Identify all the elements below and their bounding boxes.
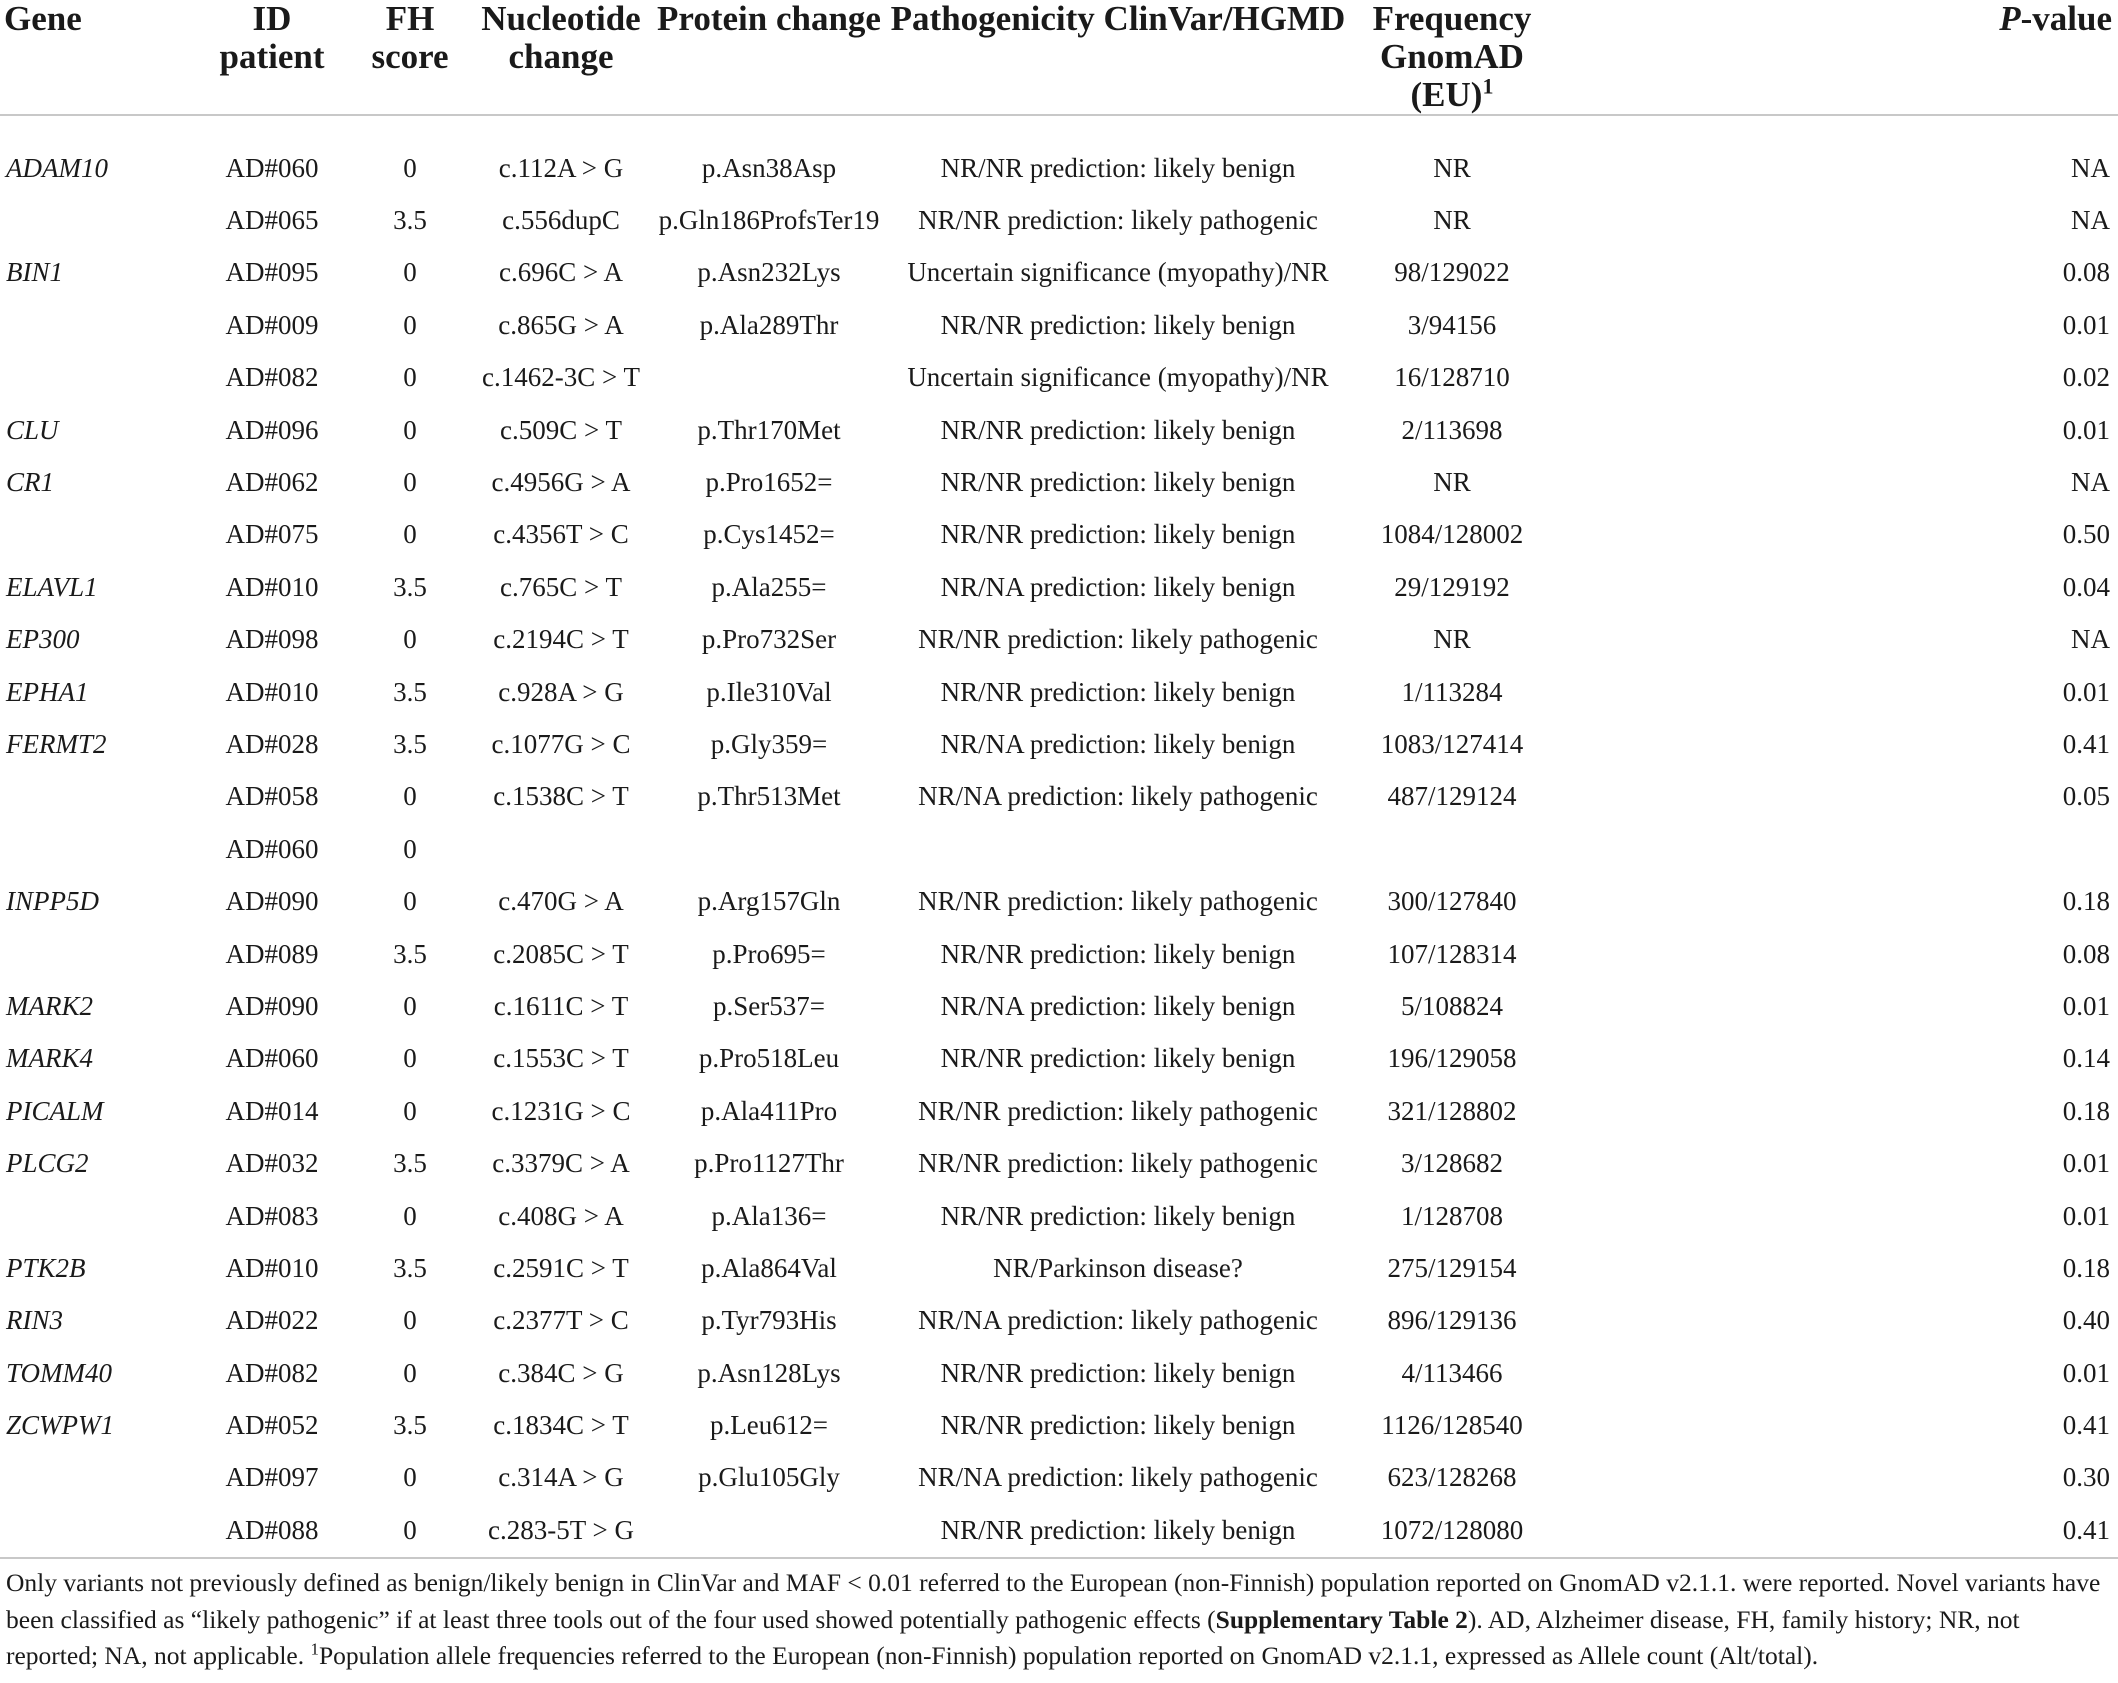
table-row — [0, 875, 2118, 927]
cell-p-value: 0.18 — [2062, 1252, 2110, 1283]
cell-nucleotide-change: c.1462-3C > T — [482, 362, 640, 393]
cell-gene: CLU — [6, 414, 59, 445]
cell-protein-change: p.Ile310Val — [706, 676, 832, 707]
cell-nucleotide-change: c.696C > A — [499, 257, 623, 288]
cell-pathogenicity: NR/NR prediction: likely benign — [940, 414, 1296, 445]
table-row — [0, 666, 2118, 718]
cell-nucleotide-change: c.470G > A — [498, 886, 624, 917]
table-row — [0, 1085, 2118, 1137]
cell-pathogenicity: NR/NR prediction: likely benign — [940, 676, 1296, 707]
cell-frequency: 4/113466 — [1401, 1357, 1503, 1388]
cell-pathogenicity: NR/NR prediction: likely pathogenic — [918, 1095, 1318, 1126]
cell-id-patient: AD#075 — [225, 519, 319, 550]
cell-gene: CR1 — [6, 467, 55, 498]
cell-p-value: 0.01 — [2062, 1200, 2110, 1231]
cell-frequency: NR — [1433, 152, 1471, 183]
cell-fh-score: 0 — [403, 1095, 417, 1126]
table-row — [0, 115, 2118, 194]
cell-protein-change: p.Thr170Met — [697, 414, 841, 445]
cell-nucleotide-change: c.1553C > T — [493, 1043, 629, 1074]
cell-protein-change: p.Ala411Pro — [700, 1095, 838, 1126]
table-body — [0, 115, 2118, 1557]
cell-pathogenicity: NR/NR prediction: likely benign — [940, 938, 1296, 969]
cell-p-value: 0.18 — [2062, 1095, 2110, 1126]
cell-pathogenicity: NR/NR prediction: likely pathogenic — [918, 1148, 1318, 1179]
cell-gene — [0, 1190, 196, 1242]
cell-fh-score: 0 — [403, 467, 417, 498]
cell-gene: ZCWPW1 — [6, 1410, 114, 1441]
cell-nucleotide-change: c.2377T > C — [493, 1305, 629, 1336]
cell-frequency: 1083/127414 — [1380, 728, 1524, 759]
header-protein-change: Protein change — [650, 0, 888, 115]
cell-nucleotide-change: c.1538C > T — [493, 781, 629, 812]
cell-pathogenicity: NR/NR prediction: likely benign — [940, 519, 1296, 550]
cell-pathogenicity: NR/NR prediction: likely benign — [940, 1410, 1296, 1441]
cell-pathogenicity: Uncertain significance (myopathy)/NR — [907, 257, 1329, 288]
cell-pathogenicity: NR/NR prediction: likely pathogenic — [918, 205, 1318, 236]
cell-pathogenicity: NR/NA prediction: likely pathogenic — [918, 781, 1318, 812]
cell-pathogenicity: NR/NA prediction: likely pathogenic — [918, 1462, 1318, 1493]
table-row — [0, 1295, 2118, 1347]
cell-frequency: NR — [1433, 205, 1471, 236]
cell-id-patient: AD#089 — [225, 938, 319, 969]
cell-frequency: 321/128802 — [1387, 1095, 1517, 1126]
cell-p-value: 0.01 — [2062, 1357, 2110, 1388]
header-pathogenicity: Pathogenicity ClinVar/HGMD — [888, 0, 1348, 115]
cell-frequency: 1072/128080 — [1380, 1514, 1524, 1545]
cell-nucleotide-change: c.1077G > C — [491, 728, 631, 759]
cell-nucleotide-change: c.384C > G — [498, 1357, 624, 1388]
cell-protein-change: p.Ala255= — [711, 571, 827, 602]
cell-fh-score: 3.5 — [393, 938, 427, 969]
cell-gene: ADAM10 — [6, 152, 108, 183]
cell-fh-score: 0 — [403, 886, 417, 917]
cell-nucleotide-change: c.4356T > C — [493, 519, 629, 550]
cell-gene — [0, 928, 196, 980]
cell-gene: PTK2B — [6, 1252, 86, 1283]
cell-gene: BIN1 — [6, 257, 63, 288]
header-p-value: P-value — [1556, 0, 2118, 115]
cell-nucleotide-change: c.2591C > T — [493, 1252, 629, 1283]
cell-p-value: NA — [2071, 152, 2110, 183]
cell-p-value — [1556, 823, 2118, 875]
cell-frequency — [1348, 823, 1556, 875]
cell-id-patient: AD#096 — [225, 414, 319, 445]
cell-id-patient: AD#022 — [225, 1305, 319, 1336]
cell-frequency: NR — [1433, 624, 1471, 655]
cell-protein-change: p.Pro732Ser — [701, 624, 837, 655]
table-bottom-rule — [0, 1557, 2118, 1559]
cell-id-patient: AD#058 — [225, 781, 319, 812]
header-fh-score: FH score — [348, 0, 472, 115]
cell-id-patient: AD#065 — [225, 205, 319, 236]
table-row — [0, 1504, 2118, 1556]
cell-frequency: 98/129022 — [1394, 257, 1510, 288]
cell-id-patient: AD#060 — [225, 152, 319, 183]
cell-protein-change: p.Gly359= — [710, 728, 828, 759]
cell-fh-score: 0 — [403, 1357, 417, 1388]
cell-fh-score: 3.5 — [393, 676, 427, 707]
cell-fh-score: 0 — [403, 1462, 417, 1493]
table-row — [0, 823, 2118, 875]
table-row — [0, 771, 2118, 823]
cell-fh-score: 0 — [403, 309, 417, 340]
cell-nucleotide-change: c.408G > A — [498, 1200, 624, 1231]
cell-fh-score: 0 — [403, 519, 417, 550]
table-row — [0, 456, 2118, 508]
cell-nucleotide-change: c.2194C > T — [493, 624, 629, 655]
cell-gene: INPP5D — [6, 886, 99, 917]
cell-gene — [0, 823, 196, 875]
table-row — [0, 194, 2118, 246]
cell-pathogenicity: NR/NR prediction: likely benign — [940, 152, 1296, 183]
cell-nucleotide-change: c.314A > G — [498, 1462, 624, 1493]
table-row — [0, 561, 2118, 613]
table-row — [0, 1033, 2118, 1085]
table-row — [0, 1452, 2118, 1504]
cell-protein-change — [650, 1504, 888, 1556]
cell-frequency: 3/94156 — [1407, 309, 1497, 340]
cell-p-value: 0.01 — [2062, 676, 2110, 707]
cell-p-value: NA — [2071, 467, 2110, 498]
cell-gene — [0, 352, 196, 404]
table-row — [0, 299, 2118, 351]
cell-id-patient: AD#052 — [225, 1410, 319, 1441]
cell-gene: EP300 — [6, 624, 80, 655]
cell-protein-change: p.Cys1452= — [703, 519, 835, 550]
cell-p-value: 0.41 — [2062, 1514, 2110, 1545]
cell-nucleotide-change — [472, 823, 650, 875]
cell-frequency: 196/129058 — [1387, 1043, 1517, 1074]
cell-pathogenicity: NR/NR prediction: likely benign — [940, 467, 1296, 498]
cell-id-patient: AD#028 — [225, 728, 319, 759]
table-row — [0, 509, 2118, 561]
cell-fh-score: 0 — [403, 1514, 417, 1545]
table-row — [0, 980, 2118, 1032]
cell-protein-change: p.Pro518Leu — [698, 1043, 840, 1074]
table-row — [0, 1190, 2118, 1242]
cell-fh-score: 0 — [403, 152, 417, 183]
cell-gene: MARK2 — [6, 990, 93, 1021]
cell-protein-change: p.Asn232Lys — [697, 257, 841, 288]
cell-gene: EPHA1 — [6, 676, 89, 707]
cell-gene: FERMT2 — [6, 728, 107, 759]
cell-nucleotide-change: c.765C > T — [500, 571, 622, 602]
cell-fh-score: 0 — [403, 414, 417, 445]
cell-nucleotide-change: c.112A > G — [498, 152, 624, 183]
cell-gene: PICALM — [6, 1095, 104, 1126]
cell-nucleotide-change: c.928A > G — [498, 676, 624, 707]
cell-p-value: 0.04 — [2062, 571, 2110, 602]
cell-frequency: 107/128314 — [1387, 938, 1517, 969]
cell-pathogenicity: NR/NA prediction: likely pathogenic — [918, 1305, 1318, 1336]
table-footnote: Only variants not previously defined as benign/likely benign in ClinVar and MAF < 0.01 referred to the European (non-Finnish) population reported on GnomAD v2.1.1. were reported. Novel variants have been classified as “likely pathogenic” if at least three tools out of the four used showed potentially pathogenic effects (Supplementary Table 2). AD, Alzheimer disease, FH, family history; NR, not reported; NA, not applicable. $^1$Population allele frequencies referred to the European (non-Finnish) population reported on GnomAD v2.1.1, expressed as Allele count (Alt/total). — [6, 1568, 2101, 1670]
cell-frequency: 1/113284 — [1401, 676, 1503, 707]
cell-p-value: 0.08 — [2062, 257, 2110, 288]
cell-id-patient: AD#010 — [225, 571, 319, 602]
cell-id-patient: AD#095 — [225, 257, 319, 288]
cell-gene — [0, 771, 196, 823]
cell-protein-change: p.Asn38Asp — [701, 152, 837, 183]
cell-fh-score: 0 — [403, 362, 417, 393]
cell-frequency: 5/108824 — [1400, 990, 1503, 1021]
table-row — [0, 1347, 2118, 1399]
cell-p-value: 0.41 — [2062, 1410, 2110, 1441]
cell-id-patient: AD#010 — [225, 676, 319, 707]
cell-frequency: 16/128710 — [1394, 362, 1510, 393]
cell-protein-change: p.Ala289Thr — [699, 309, 839, 340]
cell-pathogenicity: NR/NA prediction: likely benign — [940, 728, 1296, 759]
cell-pathogenicity: NR/NR prediction: likely pathogenic — [918, 886, 1318, 917]
cell-frequency: 3/128682 — [1400, 1148, 1503, 1179]
cell-nucleotide-change: c.865G > A — [498, 309, 624, 340]
cell-nucleotide-change: c.3379C > A — [492, 1148, 630, 1179]
cell-protein-change: p.Arg157Gln — [697, 886, 841, 917]
header-nucleotide-change: Nucleotide change — [472, 0, 650, 115]
cell-frequency: 1084/128002 — [1380, 519, 1524, 550]
cell-fh-score: 0 — [403, 1200, 417, 1231]
cell-id-patient: AD#088 — [225, 1514, 319, 1545]
cell-nucleotide-change: c.509C > T — [500, 414, 622, 445]
cell-fh-score: 3.5 — [393, 205, 427, 236]
cell-fh-score: 0 — [403, 257, 417, 288]
cell-id-patient: AD#010 — [225, 1252, 319, 1283]
cell-nucleotide-change: c.1231G > C — [491, 1095, 631, 1126]
cell-p-value: 0.02 — [2062, 362, 2110, 393]
cell-id-patient: AD#082 — [225, 362, 319, 393]
cell-gene — [0, 299, 196, 351]
cell-p-value: 0.08 — [2062, 938, 2110, 969]
cell-p-value: 0.30 — [2062, 1462, 2110, 1493]
table-row — [0, 404, 2118, 456]
cell-p-value: 0.01 — [2062, 1148, 2110, 1179]
cell-gene — [0, 509, 196, 561]
header-frequency: Frequency GnomAD (EU)$^1$ — [1348, 0, 1556, 115]
table-row — [0, 247, 2118, 299]
header-gene: Gene — [0, 0, 196, 115]
cell-pathogenicity: NR/NR prediction: likely benign — [940, 309, 1296, 340]
cell-nucleotide-change: c.556dupC — [502, 205, 620, 236]
cell-gene — [0, 1452, 196, 1504]
cell-frequency: 29/129192 — [1394, 571, 1510, 602]
cell-nucleotide-change: c.2085C > T — [493, 938, 629, 969]
table-row — [0, 614, 2118, 666]
cell-frequency: 487/129124 — [1387, 781, 1517, 812]
cell-pathogenicity — [888, 823, 1348, 875]
table-row — [0, 1137, 2118, 1189]
cell-id-patient: AD#098 — [225, 624, 319, 655]
cell-p-value: 0.05 — [2062, 781, 2110, 812]
cell-gene: PLCG2 — [6, 1148, 89, 1179]
cell-id-patient: AD#090 — [225, 886, 319, 917]
header-id-patient: ID patient — [196, 0, 348, 115]
cell-fh-score: 0 — [403, 1305, 417, 1336]
cell-frequency: 1126/128540 — [1381, 1410, 1523, 1441]
cell-protein-change — [650, 352, 888, 404]
cell-protein-change: p.Ala136= — [711, 1200, 827, 1231]
cell-p-value: 0.14 — [2062, 1043, 2110, 1074]
cell-protein-change: p.Thr513Met — [697, 781, 841, 812]
cell-frequency: 1/128708 — [1400, 1200, 1503, 1231]
cell-fh-score: 0 — [403, 990, 417, 1021]
cell-fh-score: 0 — [403, 1043, 417, 1074]
cell-id-patient: AD#090 — [225, 990, 319, 1021]
table-row — [0, 352, 2118, 404]
cell-protein-change: p.Ser537= — [713, 990, 825, 1021]
cell-gene: MARK4 — [6, 1043, 93, 1074]
cell-p-value: NA — [2071, 205, 2110, 236]
cell-pathogenicity: Uncertain significance (myopathy)/NR — [907, 362, 1329, 393]
cell-id-patient: AD#060 — [225, 1043, 319, 1074]
cell-protein-change — [650, 823, 888, 875]
cell-fh-score: 0 — [403, 833, 417, 864]
cell-p-value: 0.18 — [2062, 886, 2110, 917]
cell-gene: ELAVL1 — [6, 571, 98, 602]
table-header-row — [0, 0, 2118, 115]
cell-protein-change: p.Leu612= — [710, 1410, 828, 1441]
cell-protein-change: p.Tyr793His — [701, 1305, 837, 1336]
cell-gene — [0, 194, 196, 246]
cell-p-value: 0.01 — [2062, 414, 2110, 445]
cell-id-patient: AD#062 — [225, 467, 319, 498]
cell-p-value: 0.50 — [2062, 519, 2110, 550]
cell-protein-change: p.Glu105Gly — [698, 1462, 840, 1493]
table-row — [0, 1242, 2118, 1294]
cell-fh-score: 3.5 — [393, 1148, 427, 1179]
cell-protein-change: p.Pro695= — [712, 938, 826, 969]
cell-fh-score: 3.5 — [393, 571, 427, 602]
cell-gene: RIN3 — [6, 1305, 63, 1336]
table-row — [0, 718, 2118, 770]
cell-p-value: 0.01 — [2062, 309, 2110, 340]
cell-pathogenicity: NR/NA prediction: likely benign — [940, 571, 1296, 602]
table-row — [0, 1399, 2118, 1451]
cell-frequency: 275/129154 — [1387, 1252, 1517, 1283]
cell-protein-change: p.Gln186ProfsTer19 — [658, 205, 880, 236]
cell-gene — [0, 1504, 196, 1556]
cell-id-patient: AD#082 — [225, 1357, 319, 1388]
cell-nucleotide-change: c.1834C > T — [493, 1410, 629, 1441]
cell-id-patient: AD#097 — [225, 1462, 319, 1493]
cell-id-patient: AD#060 — [225, 833, 319, 864]
cell-frequency: 300/127840 — [1387, 886, 1517, 917]
cell-id-patient: AD#083 — [225, 1200, 319, 1231]
cell-frequency: 623/128268 — [1387, 1462, 1517, 1493]
cell-p-value: 0.41 — [2062, 728, 2110, 759]
cell-nucleotide-change: c.283-5T > G — [488, 1514, 634, 1545]
cell-fh-score: 3.5 — [393, 728, 427, 759]
cell-protein-change: p.Asn128Lys — [697, 1357, 841, 1388]
cell-pathogenicity: NR/NR prediction: likely benign — [940, 1200, 1296, 1231]
cell-id-patient: AD#032 — [225, 1148, 319, 1179]
cell-fh-score: 0 — [403, 624, 417, 655]
cell-p-value: 0.01 — [2062, 990, 2110, 1021]
cell-gene: TOMM40 — [6, 1357, 113, 1388]
cell-pathogenicity: NR/Parkinson disease? — [993, 1252, 1243, 1283]
cell-pathogenicity: NR/NR prediction: likely benign — [940, 1514, 1296, 1545]
cell-fh-score: 0 — [403, 781, 417, 812]
cell-nucleotide-change: c.1611C > T — [493, 990, 629, 1021]
cell-frequency: NR — [1433, 467, 1471, 498]
cell-nucleotide-change: c.4956G > A — [491, 467, 631, 498]
cell-p-value: NA — [2071, 624, 2110, 655]
cell-protein-change: p.Pro1652= — [705, 467, 833, 498]
cell-pathogenicity: NR/NR prediction: likely pathogenic — [918, 624, 1318, 655]
cell-pathogenicity: NR/NR prediction: likely benign — [940, 1043, 1296, 1074]
cell-frequency: 2/113698 — [1401, 414, 1503, 445]
cell-protein-change: p.Ala864Val — [701, 1252, 837, 1283]
table-row — [0, 928, 2118, 980]
cell-id-patient: AD#014 — [225, 1095, 319, 1126]
cell-protein-change: p.Pro1127Thr — [694, 1148, 844, 1179]
cell-p-value: 0.40 — [2062, 1305, 2110, 1336]
cell-fh-score: 3.5 — [393, 1252, 427, 1283]
cell-id-patient: AD#009 — [225, 309, 319, 340]
cell-frequency: 896/129136 — [1387, 1305, 1517, 1336]
cell-pathogenicity: NR/NA prediction: likely benign — [940, 990, 1296, 1021]
cell-fh-score: 3.5 — [393, 1410, 427, 1441]
cell-pathogenicity: NR/NR prediction: likely benign — [940, 1357, 1296, 1388]
